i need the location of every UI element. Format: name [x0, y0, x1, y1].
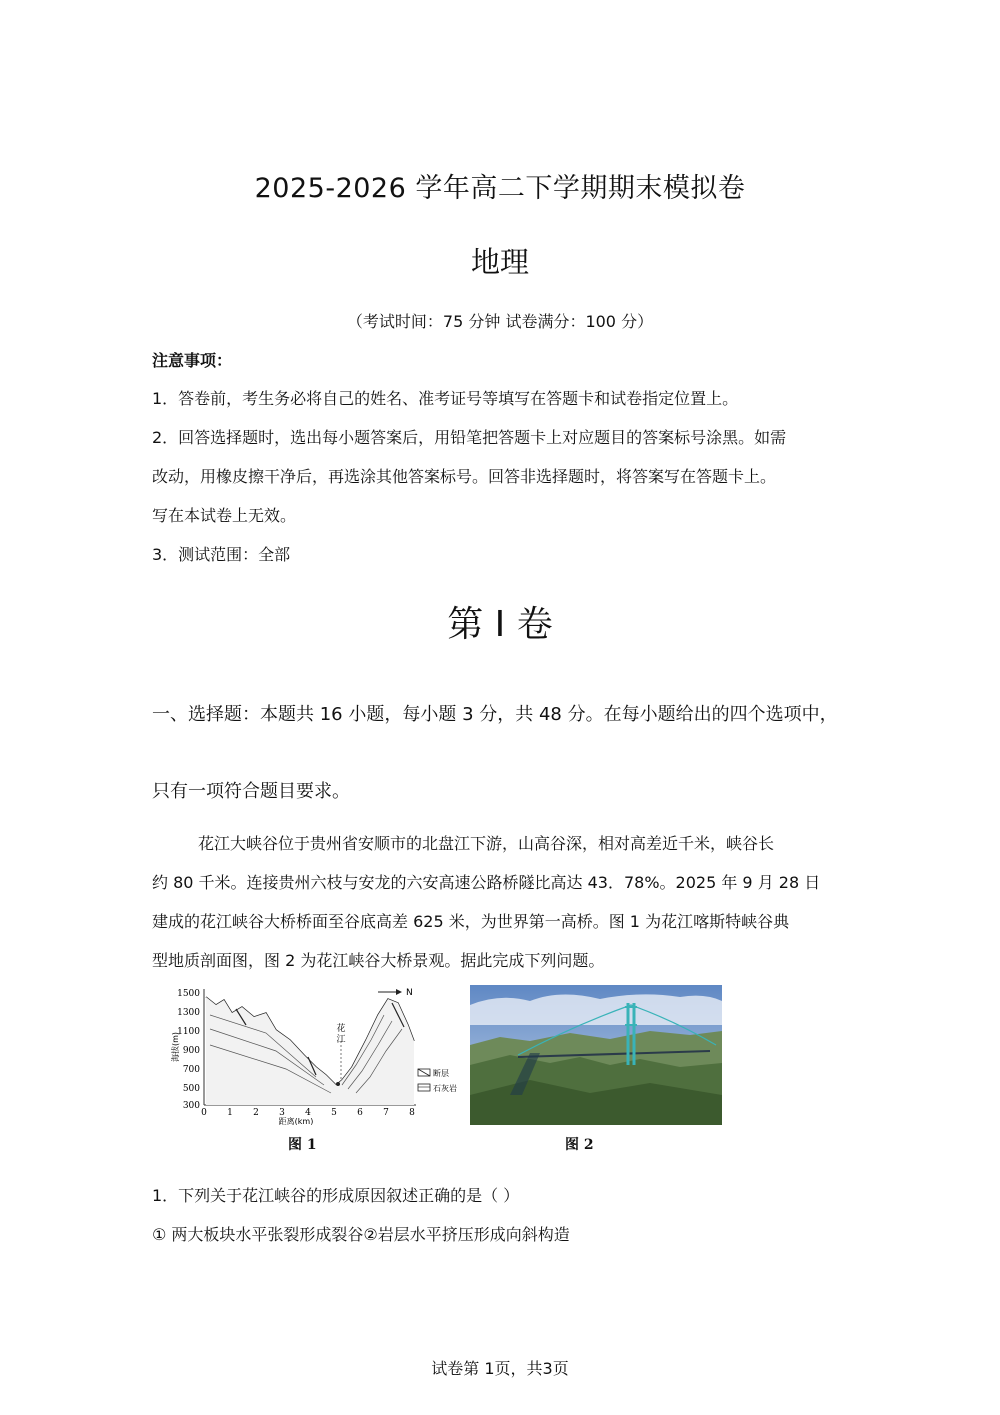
notice-item-2-line-2: 改动，用橡皮擦干净后，再选涂其他答案标号。回答非选择题时，将答案写在答题卡上。 — [152, 467, 777, 486]
x-tick-7: 7 — [383, 1108, 389, 1118]
notice-item-2-line-3: 写在本试卷上无效。 — [152, 506, 297, 525]
figure-2-bridge-photo — [470, 985, 722, 1125]
page-footer: 试卷第 1页，共3页 — [431, 1359, 569, 1378]
x-tick-5: 5 — [331, 1108, 337, 1118]
question-1-stem: 1．下列关于花江峡谷的形成原因叙述正确的是（ ） — [152, 1186, 520, 1205]
bridge-landscape-image — [470, 985, 722, 1125]
y-tick-300: 300 — [182, 1101, 200, 1111]
notice-item-3: 3．测试范围：全部 — [152, 545, 291, 564]
y-tick-1500: 1500 — [177, 989, 200, 999]
y-tick-500: 500 — [182, 1084, 200, 1094]
legend-limestone-label: 石灰岩 — [433, 1084, 457, 1093]
y-tick-900: 900 — [182, 1046, 200, 1056]
x-tick-2: 2 — [253, 1108, 259, 1118]
x-tick-0: 0 — [201, 1108, 207, 1118]
y-axis-label: 海拔(m) — [171, 1031, 180, 1063]
legend-fault-label: 断层 — [433, 1069, 449, 1078]
notice-item-1: 1．答卷前，考生务必将自己的姓名、准考证号等填写在答题卡和试卷指定位置上。 — [152, 389, 739, 408]
section-intro-line-1: 一、选择题：本题共 16 小题，每小题 3 分，共 48 分。在每小题给出的四个选项中， — [152, 704, 838, 725]
figure-1-cross-section — [166, 985, 466, 1125]
y-tick-1100: 1100 — [177, 1027, 200, 1037]
cross-section-diagram — [166, 985, 466, 1125]
y-tick-700: 700 — [182, 1065, 200, 1075]
x-axis-label: 距离(km) — [278, 1117, 314, 1125]
passage-line-2: 约 80 千米。连接贵州六枝与安龙的六安高速公路桥隧比高达 43．78%。2025 年 9 月 28 日 — [152, 873, 821, 892]
question-1-options: ① 两大板块水平张裂形成裂谷②岩层水平挤压形成向斜构造 — [152, 1225, 570, 1244]
y-tick-1300: 1300 — [177, 1008, 200, 1018]
x-tick-8: 8 — [409, 1108, 415, 1118]
passage-line-3: 建成的花江峡谷大桥桥面至谷底高差 625 米，为世界第一高桥。图 1 为花江喀斯特峡谷典 — [152, 912, 790, 931]
river-point — [336, 1082, 340, 1086]
exam-title: 2025-2026 学年高二下学期期末模拟卷 — [254, 173, 746, 204]
exam-meta: （考试时间：75 分钟 试卷满分：100 分） — [346, 312, 654, 331]
north-label: N — [406, 988, 413, 998]
x-tick-1: 1 — [227, 1108, 233, 1118]
x-tick-6: 6 — [357, 1108, 363, 1118]
section-intro-line-2: 只有一项符合题目要求。 — [152, 781, 350, 802]
figure-2-caption: 图 2 — [565, 1137, 594, 1153]
notice-item-2-line-1: 2．回答选择题时，选出每小题答案后，用铅笔把答题卡上对应题目的答案标号涂黑。如需 — [152, 428, 787, 447]
river-label-2: 江 — [336, 1035, 346, 1045]
subject-title: 地理 — [470, 245, 529, 279]
passage-line-4: 型地质剖面图，图 2 为花江峡谷大桥景观。据此完成下列问题。 — [152, 951, 605, 970]
x-tick-3: 3 — [279, 1108, 285, 1118]
figure-1-caption: 图 1 — [288, 1137, 317, 1153]
passage-line-1: 花江大峡谷位于贵州省安顺市的北盘江下游，山高谷深，相对高差近千米，峡谷长 — [198, 834, 775, 853]
section-title: 第 I 卷 — [447, 604, 553, 645]
notice-heading: 注意事项： — [152, 351, 233, 370]
x-tick-4: 4 — [305, 1108, 311, 1118]
river-label-1: 花 — [336, 1024, 346, 1034]
